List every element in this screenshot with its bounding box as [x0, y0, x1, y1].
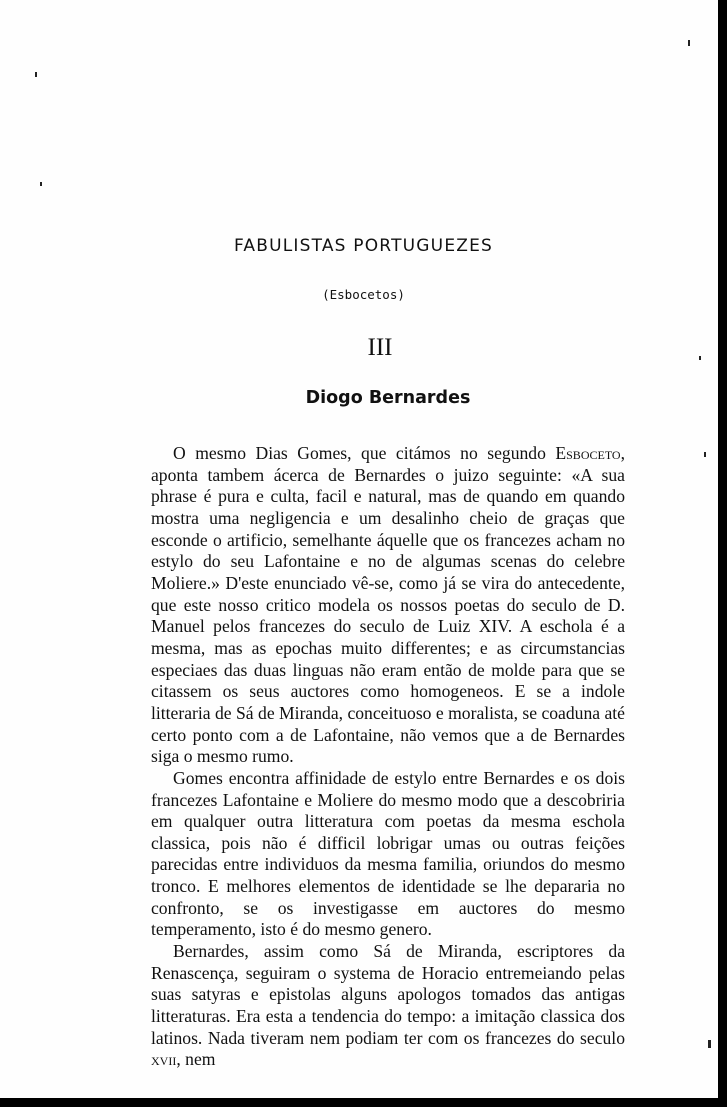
subtitle: (Esbocetos): [322, 287, 405, 302]
paragraph-1-text-b: aponta tambem ácerca de Bernardes o juizo seguinte: «A sua phrase é pura e culta, facil e natural, mas de quando em quando mostra uma negligencia e um desalinho cheio de graças que esconde o artificio, semelhante áquelle que os francezes acham no estylo do seu Lafontaine e no de algumas scenas do celebre Moliere.» D'este enunciado vê-se, como já se vira do antecedente, que este nosso critico modela os nossos poetas do seculo de D. Manuel pelos francezes do seculo de Luiz XIV. A eschola é a mesma, mas as epochas muito differentes; e as circumstancias especiaes das duas linguas não eram então de molde para que se citassem os seus auctores como homogeneos. E se a indole litteraria de Sá de Miranda, conceituoso e moralista, se coaduna até certo ponto com a de Lafontaine, não vemos que a de Bernardes siga o mesmo rumo.: [151, 464, 625, 767]
ink-speck: [704, 452, 706, 457]
ink-speck: [35, 72, 37, 77]
paragraph-3-text-a: Bernardes, assim como Sá de Miranda, escriptores da Renascença, seguiram o systema de Horacio entremeiando pelas suas satyras e epistolas alguns apologos tomados das antigas litteraturas. Era esta a tendencia do tempo: a imitação classica dos latinos. Nada tiveram nem podiam ter com os francezes do seculo: [151, 941, 625, 1048]
esboceto-reference: Esboceto,: [555, 443, 625, 463]
paragraph-1: [151, 443, 625, 768]
scan-edge-right: [718, 0, 727, 1107]
part-number: III: [367, 334, 393, 361]
paragraph-3: [151, 941, 625, 1071]
century-reference: xvii,: [151, 1049, 181, 1070]
ink-speck: [688, 40, 690, 46]
body-text: [151, 443, 625, 1071]
series-title: FABULISTAS PORTUGUEZES: [233, 236, 494, 256]
paragraph-1-text-a: O mesmo Dias Gomes, que citámos no segundo: [173, 443, 546, 463]
ink-speck: [40, 182, 42, 186]
ink-speck: [708, 1040, 711, 1048]
paragraph-3-text-b: nem: [185, 1049, 216, 1070]
chapter-title: Diogo Bernardes: [305, 388, 471, 408]
scan-edge-bottom: [0, 1098, 727, 1107]
paragraph-2: Gomes encontra affinidade de estylo entre Bernardes e os dois francezes Lafontaine e Moliere do mesmo modo que a descobriria em qualquer outra litteratura com poetas da mesma eschola classica, pois não é difficil lobrigar umas ou outras feições parecidas entre individuos da mesma familia, oriundos do mesmo tronco. E melhores elementos de identidade se lhe depararia no confronto, se os investigasse em auctores do mesmo temperamento, isto é do mesmo genero.: [151, 767, 625, 940]
